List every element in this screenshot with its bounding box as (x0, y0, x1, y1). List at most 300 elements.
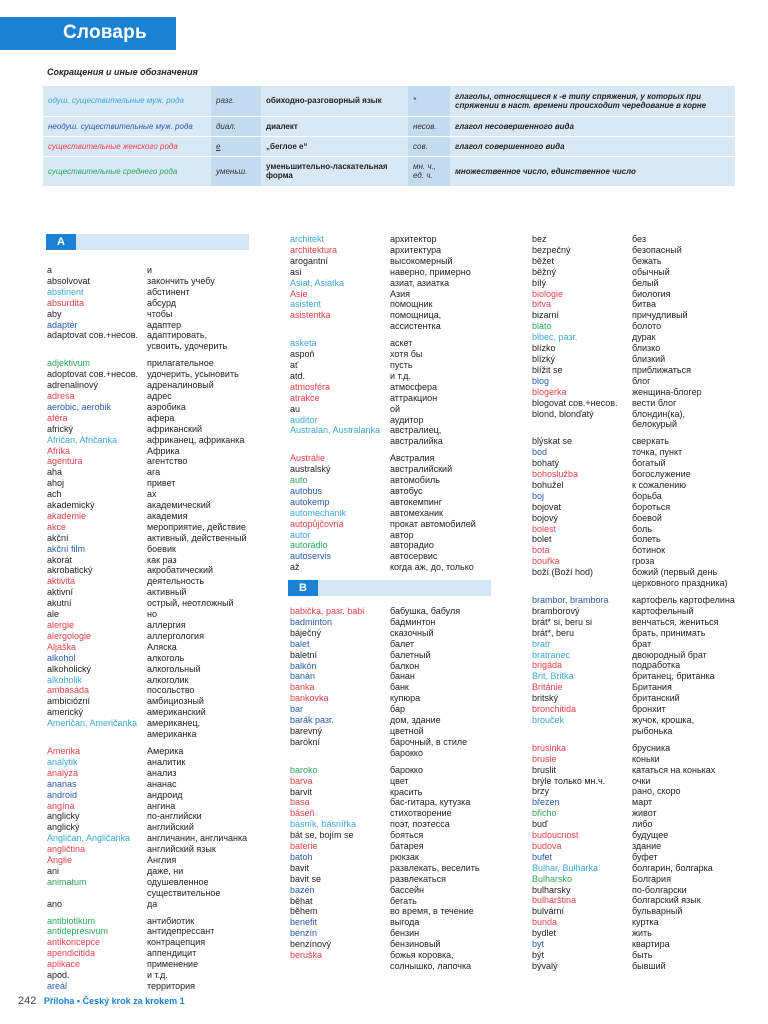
entry-word: alergie (47, 620, 75, 630)
dictionary-entry (47, 685, 282, 696)
dictionary-entry (290, 715, 495, 726)
entry-translation: английский язык (147, 844, 216, 855)
dictionary-entry (532, 299, 764, 310)
entry-word: bolest (532, 523, 557, 534)
entry-translation: адреналиновый (147, 380, 214, 391)
entry-translation: Азия (390, 288, 411, 299)
dictionary-entry (290, 464, 495, 475)
page-footer (18, 995, 185, 1007)
dictionary-entry (532, 469, 764, 480)
entry-word: barva (290, 775, 313, 786)
entry-translation: купюра (390, 693, 421, 704)
dictionary-entry (290, 617, 495, 628)
entry-translation: приближаться (632, 364, 691, 375)
entry-translation: живот (632, 808, 657, 819)
dictionary-entry (47, 456, 282, 467)
entry-translation: помощница, (390, 310, 442, 321)
dictionary-entry (290, 540, 495, 551)
dictionary-entry (290, 874, 495, 885)
entry-translation: ассистентка (390, 321, 441, 332)
entry-translation: дурак (632, 332, 656, 343)
entry-translation: удочерить, усыновить (147, 369, 239, 380)
entry-word: budoucnost (532, 830, 579, 841)
entry-translation: во время, в течение (390, 906, 474, 917)
dictionary-entry (290, 819, 495, 830)
dictionary-entry (47, 916, 282, 927)
entry-word: asketa (290, 338, 317, 349)
entry-word: bufet (532, 851, 553, 862)
dictionary-entry (532, 917, 764, 928)
dictionary-entry (532, 895, 764, 906)
entry-translation: бульварный (632, 906, 683, 917)
dictionary-entry (290, 519, 495, 530)
entry-translation: божья коровка, (390, 950, 454, 961)
dictionary-entry (290, 776, 495, 787)
dictionary-entry (47, 402, 282, 413)
entry-word: alkohol (47, 652, 76, 663)
entry-translation: ах (147, 489, 157, 500)
entry-word: blond, blonďatý (532, 408, 594, 419)
dictionary-entry (532, 928, 764, 939)
entry-word: básník, básnířka (290, 819, 357, 830)
entry-word: au (290, 403, 301, 414)
entry-word: a (47, 265, 53, 275)
entry-word: brambor, brambora (532, 595, 609, 605)
entry-word: baroko (290, 764, 318, 775)
entry-translation: гроза (632, 556, 655, 567)
entry-translation: банан (390, 671, 415, 682)
entry-word (290, 321, 390, 332)
legend-cell: диалект (261, 116, 408, 136)
entry-word: banka (290, 682, 315, 693)
entry-translation: стихотворение (390, 808, 452, 819)
entry-translation: поэт, поэтесса (390, 819, 450, 830)
entry-translation: болото (632, 321, 662, 332)
entry-word: banán (290, 671, 316, 682)
entry-word: bydlet (532, 928, 557, 939)
entry-translation: архитектор (390, 234, 437, 244)
dictionary-entry (532, 885, 764, 896)
entry-translation: битва (632, 299, 656, 310)
entry-translation: активный, действенный (147, 532, 247, 543)
entry-translation: брать, принимать (632, 627, 706, 638)
entry-word: aktivní (47, 587, 74, 598)
legend-cell: глагол несовершенного вида (450, 116, 735, 136)
dictionary-entry (290, 628, 495, 639)
entry-translation: биология (632, 288, 671, 299)
dictionary-entry (532, 289, 764, 300)
dictionary-entry (532, 234, 764, 245)
dictionary-entry (532, 660, 764, 671)
entry-translation: боевой (632, 512, 662, 523)
entry-translation: усвоить, удочерить (147, 341, 228, 352)
entry-translation: бороться (632, 501, 671, 512)
dictionary-entry (47, 631, 282, 642)
dictionary-entry (47, 642, 282, 653)
entry-translation: ангина (147, 800, 176, 811)
entry-translation: территория (147, 981, 195, 991)
dictionary-entry (47, 833, 282, 844)
entry-word (290, 748, 390, 759)
entry-translation: атмосфера (390, 381, 438, 392)
entry-word: Afričan, Afričanka (47, 434, 118, 445)
entry-word: asi (290, 266, 302, 277)
dictionary-entry (47, 937, 282, 948)
dictionary-entry (532, 808, 764, 819)
entry-word: bulvární (532, 906, 565, 917)
entry-word: bojový (532, 512, 559, 523)
entry-translation: бабушка, бабуля (390, 606, 461, 616)
entry-translation: балкон (390, 660, 420, 671)
entry-word: brát* si, beru si (532, 616, 593, 627)
entry-word: blog (532, 375, 550, 386)
entry-translation: богатый (632, 458, 666, 469)
entries-column-2a (290, 234, 495, 573)
dictionary-entry (47, 790, 282, 801)
entry-translation: рюкзак (390, 851, 419, 862)
dictionary-entry (532, 387, 764, 398)
entry-translation: венчаться, жениться (632, 616, 719, 627)
page-title: Словарь (63, 22, 147, 43)
dictionary-entry (290, 436, 495, 447)
entry-translation: американец, (147, 718, 201, 729)
entry-translation: брусника (632, 742, 671, 753)
entry-word (532, 726, 632, 737)
entry-word: bruslit (532, 764, 557, 775)
entry-word: autoservis (290, 551, 332, 562)
dictionary-entry (290, 737, 495, 748)
legend-cell: обиходно-разговорный язык (261, 86, 408, 116)
entry-translation: квартира (632, 939, 670, 950)
entry-word: až (290, 562, 300, 573)
entry-translation: американка (147, 729, 197, 740)
dictionary-entry (532, 447, 764, 458)
legend-cell: множественное число, единственное число (450, 156, 735, 186)
legend-cell: диал. (211, 116, 261, 136)
entry-translation: амбициозный (147, 696, 204, 707)
dictionary-entry (532, 715, 764, 726)
entry-translation: академический (147, 500, 211, 511)
entry-word: balkón (290, 660, 317, 671)
entry-translation: прокат автомобилей (390, 518, 476, 529)
entry-word: atrakce (290, 392, 320, 403)
entry-word: brusinka (532, 742, 567, 753)
entry-translation: Австралия (390, 453, 435, 464)
entry-translation: точка, пункт (632, 447, 683, 458)
dictionary-entry (47, 391, 282, 402)
entry-word: běžný (532, 266, 557, 277)
entry-translation: существительное (147, 887, 221, 898)
dictionary-entry (532, 704, 764, 715)
entry-translation: аскет (390, 338, 413, 349)
entry-word: apod. (47, 970, 70, 981)
entry-word: ale (47, 609, 60, 620)
section-a-letter: A (46, 234, 76, 250)
dictionary-entry (290, 748, 495, 759)
entry-word: barevný (290, 725, 323, 736)
entry-translation: подработка (632, 660, 681, 671)
entry-translation: автокемпинг (390, 496, 443, 507)
entry-translation: боевик (147, 543, 176, 554)
entry-translation: академия (147, 510, 188, 521)
entry-translation: американский (147, 707, 206, 718)
entry-translation: бадминтон (390, 616, 436, 627)
entry-translation: март (632, 797, 653, 808)
dictionary-entry (290, 404, 495, 415)
entry-word: Američan, Američanka (47, 718, 138, 729)
entry-word (532, 578, 632, 589)
entry-translation: Англия (147, 855, 177, 866)
dictionary-entry (532, 332, 764, 343)
entries-column-2b (290, 606, 495, 972)
entry-word: bratr (532, 638, 551, 649)
entry-word: bulharština (532, 895, 577, 906)
dictionary-entry (290, 704, 495, 715)
entry-translation: барочный, в стиле (390, 736, 468, 747)
dictionary-entry (47, 888, 282, 899)
dictionary-entry (290, 415, 495, 426)
entry-translation: безопасный (632, 244, 682, 255)
dictionary-entry (47, 330, 282, 341)
entry-word: bílý (532, 277, 547, 288)
dictionary-entry (532, 398, 764, 409)
entry-translation: англичанин, англичанка (147, 833, 248, 844)
entry-translation: близкий (632, 353, 666, 364)
entry-word: analytik (47, 756, 78, 767)
entry-word: blízko (532, 343, 556, 354)
abbreviations-table (43, 86, 735, 187)
dictionary-entry (47, 779, 282, 790)
entry-translation: британец, британка (632, 671, 715, 682)
dictionary-entry (290, 885, 495, 896)
entry-translation: белый (632, 277, 659, 288)
entry-word: aféra (47, 412, 68, 423)
entry-translation: высокомерный (390, 255, 453, 266)
entry-word: ambasáda (47, 685, 90, 696)
entry-word: ambiciózní (47, 696, 91, 707)
dictionary-entry (532, 830, 764, 841)
dictionary-entry (290, 382, 495, 393)
dictionary-entry (290, 289, 495, 300)
dictionary-entry (532, 628, 764, 639)
entry-translation: боль (632, 523, 652, 534)
section-b-letter: B (288, 580, 318, 596)
dictionary-entry (290, 808, 495, 819)
dictionary-entry (532, 906, 764, 917)
entry-translation: батарея (390, 841, 424, 852)
entry-translation: аппендицит (147, 948, 197, 959)
entry-word: antidepresivum (47, 926, 109, 937)
dictionary-entry (47, 801, 282, 812)
dictionary-entry (47, 587, 282, 598)
dictionary-entry (47, 276, 282, 287)
entry-word: baterie (290, 841, 318, 852)
dictionary-entry (532, 491, 764, 502)
entry-word: bulharsky (532, 884, 571, 895)
entry-word: alkoholický (47, 663, 92, 674)
dictionary-entry (532, 765, 764, 776)
dictionary-entry (47, 844, 282, 855)
entry-word: adrenalinový (47, 380, 99, 391)
entry-word: Brit, Britka (532, 671, 574, 682)
entry-word: atd. (290, 370, 306, 381)
dictionary-entry (532, 343, 764, 354)
legend-row (43, 136, 735, 156)
entry-word: adaptér (47, 319, 78, 330)
entry-word: antibiotikum (47, 915, 96, 926)
dictionary-entry (47, 609, 282, 620)
entry-translation: барокко (390, 747, 423, 758)
entry-translation: церковного праздника) (632, 578, 728, 589)
entry-translation: куртка (632, 917, 659, 928)
entry-translation: очки (632, 775, 651, 786)
entry-word: adjektivum (47, 358, 91, 369)
dictionary-entry (532, 524, 764, 535)
dictionary-entry (532, 754, 764, 765)
legend-cell: разг. (211, 86, 261, 116)
entry-word: balet (290, 638, 310, 649)
entry-translation: бегать (390, 895, 417, 906)
entry-translation: аналитик (147, 756, 186, 767)
entry-word: autor (290, 529, 311, 540)
entry-translation: мероприятие, действие (147, 521, 246, 532)
dictionary-entry (47, 265, 282, 276)
dictionary-entry (47, 511, 282, 522)
entry-translation: привет (147, 478, 176, 489)
dictionary-entry (290, 830, 495, 841)
entry-translation: австралийский (390, 464, 453, 475)
entry-word: agentura (47, 456, 83, 467)
legend-cell: существительные женского рода (43, 136, 211, 156)
entry-translation: Британия (632, 682, 672, 693)
entry-word: aha (47, 467, 63, 478)
dictionary-entry (290, 797, 495, 808)
dictionary-entry (47, 653, 282, 664)
dictionary-entry (290, 310, 495, 321)
entry-word: bazén (290, 884, 315, 895)
entry-word: aplikace (47, 959, 81, 970)
entry-word: bankovka (290, 693, 329, 704)
entries-column-1 (47, 265, 282, 992)
entry-word: akademie (47, 510, 87, 521)
entry-word: Australan, Australanka (290, 425, 381, 436)
abbreviations-heading: Сокращения и иные обозначения (47, 67, 198, 77)
entry-word: autobus (290, 485, 323, 496)
entry-translation: Африка (147, 445, 180, 456)
dictionary-entry (532, 617, 764, 628)
entry-word: během (290, 906, 318, 917)
entry-translation: болгарский язык (632, 895, 701, 906)
dictionary-entry (47, 358, 282, 369)
entry-word: buď (532, 819, 548, 830)
dictionary-entry (47, 866, 282, 877)
entry-word: bohatý (532, 458, 560, 469)
dictionary-entry (290, 726, 495, 737)
entry-word: autopůjčovna (290, 518, 344, 529)
dictionary-entry (47, 380, 282, 391)
entry-translation: бар (390, 704, 405, 715)
legend-cell: существительные среднего рода (43, 156, 211, 186)
dictionary-entry (47, 555, 282, 566)
entry-word: bavit (290, 862, 310, 873)
dictionary-entry (47, 446, 282, 457)
entry-word: bod (532, 447, 548, 458)
dictionary-entry (532, 513, 764, 524)
entry-word: akutní (47, 598, 72, 609)
entry-word: Aljaška (47, 641, 77, 652)
entry-translation: сказочный (390, 627, 434, 638)
dictionary-entry (47, 341, 282, 352)
dictionary-entry (532, 567, 764, 578)
entry-word: Amerika (47, 745, 81, 756)
entry-word: bohoslužba (532, 469, 579, 480)
legend-cell: „беглое e“ (261, 136, 408, 156)
dictionary-entry (290, 606, 495, 617)
entry-translation: алкоголь (147, 652, 185, 663)
entry-word: britský (532, 693, 559, 704)
entry-word: abstinent (47, 286, 84, 297)
entry-translation: абсурд (147, 297, 177, 308)
dictionary-entry (47, 811, 282, 822)
entry-translation: применение (147, 959, 199, 970)
entry-translation: обычный (632, 266, 670, 277)
entry-word: blýskat se (532, 436, 573, 447)
dictionary-entry (290, 928, 495, 939)
entry-translation: без (632, 234, 646, 244)
entry-translation: австралийка (390, 436, 443, 447)
entry-translation: аудитор (390, 414, 424, 425)
entry-translation: Аляска (147, 641, 177, 652)
entry-word: barvit (290, 786, 313, 797)
entry-translation: выгода (390, 917, 420, 928)
entry-word: baletní (290, 649, 318, 660)
dictionary-entry (47, 970, 282, 981)
entry-word: auto (290, 475, 308, 486)
entry-word (47, 888, 147, 899)
dictionary-entry (290, 267, 495, 278)
entry-word: android (47, 789, 78, 800)
entry-translation: посольство (147, 685, 195, 696)
dictionary-entry (290, 939, 495, 950)
entry-word: africký (47, 423, 74, 434)
dictionary-entry (47, 855, 282, 866)
entry-word: akorát (47, 554, 73, 565)
dictionary-entry (47, 435, 282, 446)
dictionary-entry (290, 393, 495, 404)
dictionary-entry (47, 522, 282, 533)
entry-word: brýle только мн.ч. (532, 775, 606, 786)
entry-word: bouřka (532, 556, 560, 567)
legend-cell: глаголы, относящиеся к -e типу спряжения, у которых при спряжении в наст. времени происходит чередование в корне (450, 86, 735, 116)
entry-word: adresa (47, 390, 75, 401)
dictionary-entry (532, 939, 764, 950)
entry-word: bitva (532, 299, 552, 310)
entry-translation: активный (147, 587, 187, 598)
entry-translation: цветной (390, 725, 424, 736)
title-bar (0, 17, 176, 50)
dictionary-entry (290, 530, 495, 541)
legend-row (43, 116, 735, 136)
entry-word: barák разг. (290, 715, 334, 726)
dictionary-entry (47, 768, 282, 779)
entry-word: benzín (290, 928, 318, 939)
page-number: 242 (18, 995, 37, 1007)
entry-word: bohužel (532, 479, 564, 490)
entry-word: batoh (290, 851, 313, 862)
footer-separator: • (76, 996, 81, 1006)
legend-cell: мн. ч., ед. ч. (408, 156, 450, 186)
dictionary-entry (290, 245, 495, 256)
